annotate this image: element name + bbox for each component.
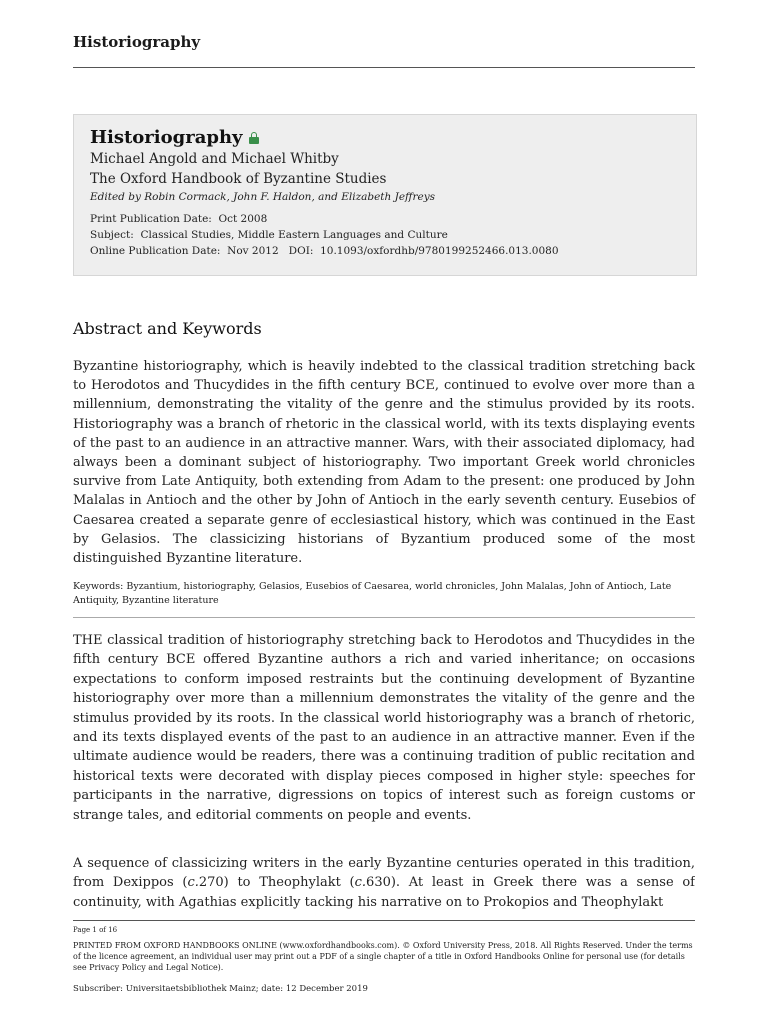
online-date-label: Online Publication Date:	[90, 245, 221, 257]
subscriber-line: Subscriber: Universitaetsbibliothek Mainz; date: 12 December 2019	[73, 984, 368, 994]
chapter-title-row	[90, 127, 680, 149]
circa-abbr: c.	[187, 875, 199, 891]
circa-abbr: c.	[354, 875, 367, 891]
body-paragraph: THE classical tradition of historiography stretching back to Herodotos and Thucydides in the fifth century BCE offered Byzantine authors a rich and varied inheritance; on occasions expectations to conform imposed restraints but the continuing development of Byzantine historiography over more than a millennium demonstrates the vitality of the genre and the stimulus provided by its roots. In the classical world historiography was a branch of rhetoric, and its texts displayed events of the past to an audience in an attractive manner. Even if the ultimate audience would be readers, there was a continuing tradition of public recitation and historical texts were decorated with display pieces composed in higher style: speeches for participants in the narrative, digressions on topics of interest such as foreign customs or strange tales, and editorial comments on people and events.	[73, 633, 695, 823]
body-text-segment: A sequence of classicizing writers in the early Byzantine centuries operated in this tradition, from Dexippos (	[73, 856, 695, 891]
subject-label: Subject:	[90, 229, 134, 241]
chapter-title: Historiography	[90, 127, 243, 148]
online-date-value: Nov 2012	[227, 245, 279, 257]
body-text-segment: 270) to Theophylakt (	[198, 875, 355, 891]
print-publication-date	[90, 211, 680, 227]
book-title: The Oxford Handbook of Byzantine Studies	[90, 171, 387, 187]
open-access-lock-icon	[249, 132, 259, 144]
footer-divider	[73, 920, 695, 921]
chapter-metadata-box	[73, 114, 697, 276]
running-head: Historiography	[73, 33, 201, 51]
print-date-label: Print Publication Date:	[90, 213, 212, 225]
body-paragraph-2	[73, 854, 695, 912]
book-editors: Edited by Robin Cormack, John F. Haldon, and Elizabeth Jeffreys	[90, 191, 436, 203]
abstract-text: Byzantine historiography, which is heavily indebted to the classical tradition stretching back to Herodotos and Thucydides in the fifth century BCE, continued to evolve over more than a millennium, demonstrating the vitality of the genre and the stimulus provided by its roots. Historiography was a branch of rhetoric in the classical world, with its texts displaying events of the past to an audience in an attractive manner. Wars, with their associated diplomacy, had always been a dominant subject of historiography. Two important Greek world chronicles survive from Late Antiquity, both extending from Adam to the present: one produced by John Malalas in Antioch and the other by John of Antioch in the early seventh century. Eusebios of Caesarea created a separate genre of ecclesiastical history, which was continued in the East by Gelasios. The classicizing historians of Byzantium produced some of the most distinguished Byzantine literature.	[73, 359, 695, 567]
subject-line	[90, 227, 680, 243]
page-number: Page 1 of 16	[73, 926, 118, 934]
header-divider	[73, 67, 695, 68]
body-text-segment: 630). At least in Greek there was a sense of continuity, with Agathias explicitly tacking his narrative on to Prokopios and Theophylakt	[73, 875, 695, 910]
print-date-value: Oct 2008	[218, 213, 268, 225]
doi-link[interactable]: 10.1093/oxfordhb/9780199252466.013.0080	[320, 245, 559, 257]
keywords-divider	[73, 617, 695, 618]
abstract-heading: Abstract and Keywords	[73, 319, 262, 338]
subject-value: Classical Studies, Middle Eastern Languages and Culture	[140, 229, 448, 241]
chapter-authors: Michael Angold and Michael Whitby	[90, 151, 339, 167]
doi-label: DOI:	[288, 245, 314, 257]
keywords: Keywords: Byzantium, historiography, Gelasios, Eusebios of Caesarea, world chronicles, John Malalas, John of Antioch, Late Antiquity, Byzantine literature	[73, 581, 672, 606]
online-publication-line	[90, 243, 680, 259]
copyright-notice: PRINTED FROM OXFORD HANDBOOKS ONLINE (www.oxfordhandbooks.com). © Oxford University Press, 2018. All Rights Reserved. Under the terms of the licence agreement, an individual user may print out a PDF of a single chapter of a title in Oxford Handbooks Online for personal use (for details see Privacy Policy and Legal Notice).	[73, 941, 693, 972]
